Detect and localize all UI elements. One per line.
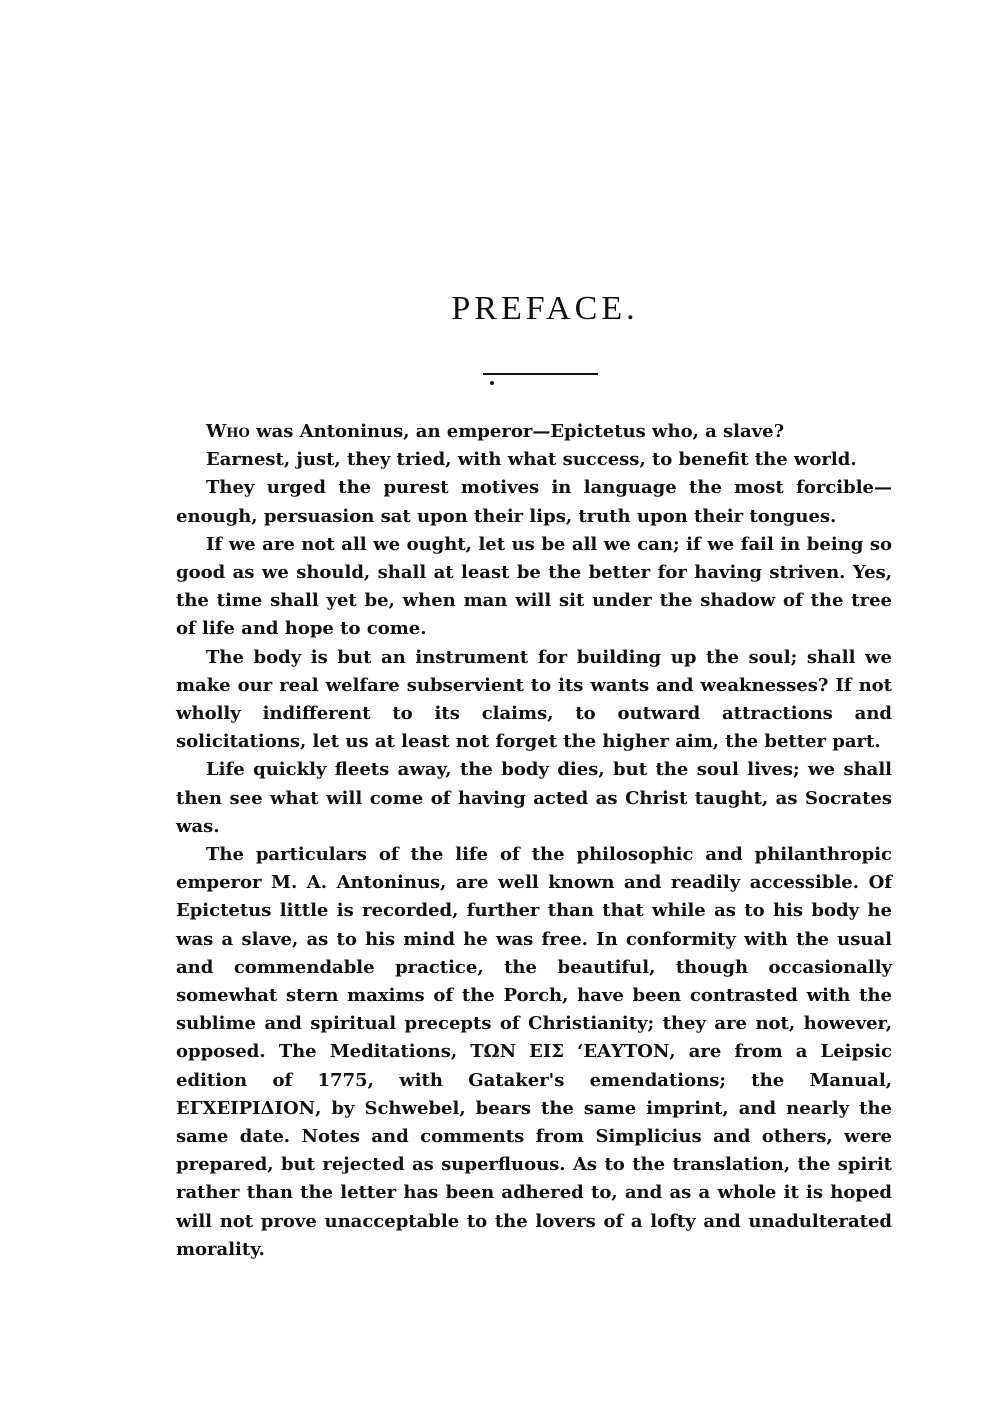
title-rule <box>483 373 598 375</box>
paragraph-2: Earnest, just, they tried, with what success, to benefit the world. <box>206 449 857 471</box>
paragraph-7: The particulars of the life of the philosophic and philanthropic emperor M. A. Antoninus, are well known and readily accessible. Of Epictetus little is recorded, further than that while as to his body he was a slave, as to his mind he was free. In conformity with the usual and commendable practice, the beautiful, though occasionally somewhat stern maxims of the Porch, have been contrasted with the sublime and spiritual precepts of Christianity; they are not, however, opposed. The Meditations, ΤΩΝ ΕΙΣ ‘ΕΑΥΤΟΝ, are from a Leipsic edition of 1775, with Gataker's emendations; the Manual, ΕΓΧΕΙΡΙΔΙΟΝ, by Schwebel, bears the same imprint, and nearly the same date. Notes and comments from Simplicius and others, were prepared, but rejected as superfluous. As to the translation, the spirit rather than the letter has been adhered to, and as a whole it is hoped will not prove unacceptable to the lovers of a lofty and unadulterated morality. <box>176 844 892 1260</box>
paragraph-3: They urged the purest motives in language the most forcible—enough, persuasion sat upon their lips, truth upon their tongues. <box>176 477 892 527</box>
paragraph-5: The body is but an instrument for building up the soul; shall we make our real welfare subservient to its wants and weaknesses? If not wholly indifferent to its claims, to outward attractions and solicitations, let us at least not forget the higher aim, the better part. <box>176 646 892 753</box>
preface-body <box>176 418 892 1264</box>
drop-lead-word: Who <box>206 421 250 442</box>
paragraph-6: Life quickly fleets away, the body dies, but the soul lives; we shall then see what will come of having acted as Christ taught, as Socrates was. <box>176 759 892 837</box>
paragraph-1 <box>176 418 892 446</box>
ornament-dot <box>490 381 494 385</box>
page-title: PREFACE. <box>451 290 639 327</box>
paragraph-text: was Antoninus, an emperor—Epictetus who, a slave? <box>249 421 785 442</box>
paragraph-4: If we are not all we ought, let us be all we can; if we fail in being so good as we should, shall at least be the better for having striven. Yes, the time shall yet be, when man will sit under the shadow of the tree of life and hope to come. <box>176 533 892 640</box>
